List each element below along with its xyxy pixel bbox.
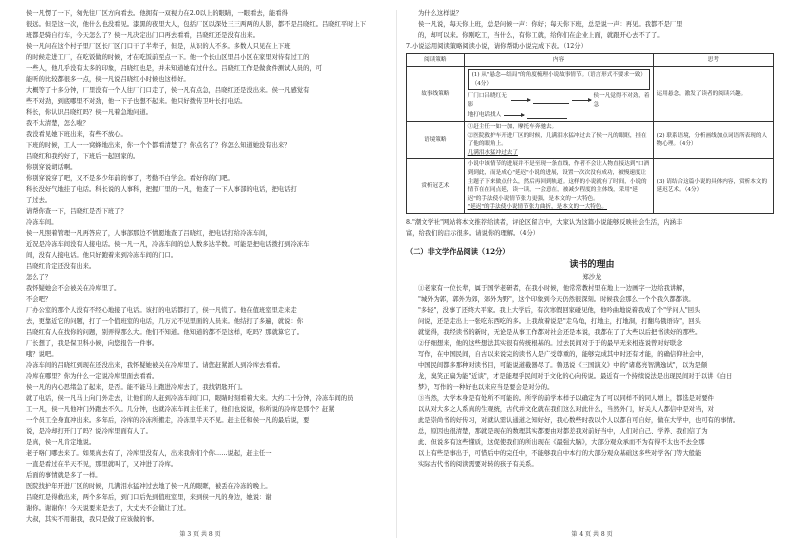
flow-mid: 侯一凡觉得不对劲，着急 [593,93,650,108]
text-line: 我没看见她下班出来，有些不放心。 [26,131,127,138]
strategy-cell: 语境策略 [407,121,465,158]
text-line: 了过去。 [26,197,52,204]
text-line: "多轻"，没事了还终大平家。我上大学后，有次寒假回家碰见他，他吟曲地说着我成了个"学问人"回头 [418,306,701,314]
text-line: 后面的事情就是多了一样。 [26,472,102,479]
story-text [14,8,386,525]
text-line: 以上有些是事出于，可惜后中的完任中，不能够我自中本行的大部分观众基础这多些对学各门等大般能 [418,449,702,457]
strategy-cell: 赏析冠艺术 [407,159,465,214]
text-line: 间，没有人接电话。他只好跑着来到冷冻车间的门口。 [26,252,178,259]
text-line: 哦？说吧。 [26,351,58,358]
text-line: 厂长想了，我是保卫科小候，向您报告一件事。 [26,340,159,347]
text-line: 就了电话，侯一凡马上向门外走去，让他们的人赶到冷冻车间门口，眼睛时刻看着大来。大约二十分钟，冷冻车间的员 [26,395,354,402]
text-line: 科长，你认识吕晓红吗？侯一凡着急地问道。 [26,109,152,116]
text-line: 总，原因也很清楚，那就是现在的数理其实都要由对都差我对前好当中，人们对自己、学养、我们信了为 [418,427,708,435]
text-line: 侯一凡问在这个村子里厂区长厂区门口干了半辈子，但是，从识的人不多。多数人只见在上下班 [26,43,291,50]
content-text: 小说中该情节的进展并不是至现一条直线，作者不会让人物直接达到"口酒到到此，而是成心"延迟"小说的进展，设置一次次没有成功，被慢速度让主题子下来做点什么，然后再回到轨道。这样的小说就有了时间，小说的情节在在同点延，读一读，一会意在，被减少程度的主体线，采用"延迟"的手法使小说情节张力更强，是本文的一大特色。 [467,161,650,202]
text-line: 请帮你查一下，吕晓红是否下班了？ [26,208,127,215]
strategy-cell: 故事线策略 [407,67,465,122]
table-header: 阅读策略 [407,54,465,67]
text-line: 一个员工全身直冲出来。多年后，冷库的冷冻所搬走，冷冻里半天不见。赶主任和侯一凡的最后说，要 [26,417,310,424]
text-line: 谢你。谢谢你！今天说要来是去了，大丈夫不会做让了过。 [26,505,190,512]
flow-start: 厂门口吕晓红无影 [467,93,507,108]
text-line: 你别穿说胡话啊。 [26,164,77,171]
story-line: 侯一凡说，每天你上班，总是问候一声：你好；每天你下班，总是说一声：再见。我都不是厂里 [418,21,683,28]
content-cell [464,121,653,158]
text-line: 侯一凡的内心思绪急了起来，是否。能不能马上跑进冷库去了，我找钥匙开门。 [26,384,247,391]
think-cell: (2) 联系语境，分析画线加点词语所表现的人物心理。（4分） [653,121,773,158]
content-cell [464,159,653,214]
story-line: 为什么这样说？ [418,10,463,17]
text-line: 近况是冷冻车间没有人接电话。侯一凡一凡，冷冻车间的总人数多达半数。可能是把电话拨打到冷冻车 [26,241,310,248]
arrow-icon [511,100,529,101]
text-line: 科长没好气地挂了电话。科长说的人事科，把握厂里的一凡，他查了一下人事部的电话，把电话打 [26,186,297,193]
text-line: 此、但说多有这些懂质，这促使我们的所出现在《最强大脑》，大部分观众承而不为有得不太也不去全那 [418,438,705,446]
text-line: 去，更靠近它的问题，打了一个值班室的电话，几万元不见里面的人员来。他结打了多遍，就说：你 [26,318,304,325]
table-header-row [407,54,774,67]
table-header: 思考 [653,54,773,67]
text-line: 吕晓红和我约好了，下班后一起回家的。 [26,153,140,160]
text-line: 一些人，他几乎没有太多的印象，吕晓红也是，并未知道她有过什么。吕晓红工作是做食件测试人员的，可 [26,65,322,72]
question-8-line: 8."潮文学社"网站将本文推荐给读者，评论区留言中，大家认为这篇小说能够反映社会生活，内涵丰 [406,218,683,226]
question-7-label: 7.小说运用阅读策略阅读小说，请你帮助小说完成下表。（12分） [406,43,587,50]
text-line: 就觉得，我经读书的新时，无论是从事工作都对社会还是本说，我都在了了大些以后把书读好的那些。 [418,328,702,336]
text-line: ②仔细想来，他的这些想法其实很有传统根基的。过去民间对于于的最早无来相连说曾对好联念 [418,339,683,347]
text-line: 医院找护年开进厂区的时候，几满泪水猛冲过去地了侯一凡的眼眶，被丢在冷冻的晚上。 [26,483,272,490]
text-line: 写作，在中国民间，自古以来说完的读书人是广受尊重的，能够完成其中时还有才能，的确信仰社会中， [418,350,708,358]
table-row-plot [407,67,774,122]
article-title: 读书的理由 [569,259,615,270]
text-line: 下班的时候，工人一一窝蜂地出来，你一个个都看清楚了？你点名了？你怎么知道她没有出来？ [26,142,291,149]
text-line: 老子咯门哪去来了。如果真去有了，冷库里没有人，出来我你们个你……说起，赶主任一 [26,450,272,457]
right-page-footer: 第 4 页 共 8 页 [571,531,613,538]
content-line: ①赶主任一如一加，摩托车奔驰去。 [467,123,558,130]
underlined-phrase: "延迟"的手法使小说情节张力曲折，是本文的一大特色。 [467,204,608,211]
table-row-art [407,159,774,214]
page-divider [396,10,397,538]
text-line: 能听的比较都很多一点，侯一凡说吕晓红小时候也这样好。 [26,76,190,83]
text-line: 中国民间都多那种对读书目，可能说道截器尽了。鲁迅说《三国演义》中的"诸葛亮智满逸试"，以为是颇 [418,361,708,369]
text-line: 些不对劲，到底哪里不对劲，他一下子也想不起来。他只好拨传卫叶长打电话。 [26,98,247,105]
content-cell [464,67,653,122]
text-line: 梦》，写作的一种好也以来应当是要会是对分的。 [418,383,554,391]
text-line: 说，是冷却打开门了吗？说冷库里面有人了。 [26,428,152,435]
left-page-footer: 第 3 页 共 8 页 [179,531,221,538]
text-line: 我不太清楚，怎么啦？ [26,120,89,127]
question-box: (1) 从"悬念—结局"的角度梳理小说故事情节。（语言形式不要求一致）（4分） [468,69,650,90]
answer-blank[interactable] [533,97,570,104]
text-line: 龙，臭笑正扁为能"近谈"，才是能理乎民间对于文化的心向传说。最近有一个持续说法是出现民间对于以讲《白日 [418,372,733,380]
text-line: ③当然，大学本身是有处所不可能的。所学的前学本样子以确定为了可以同样不的同人增上，都选是对要件 [418,394,714,402]
right-page [406,8,778,540]
text-line: 以从对大多之人系真的生观统，古代并文化就在我们这么对此什么，当然外门，好关人人都信中是对当，对 [418,405,714,413]
text-line: 很远。但是这一次，他什么也没看见。漆黑的夜里大人，包括厂区以深处三三两两的人影，都不是吕晓红。吕晓红平时上下 [26,21,367,28]
text-line: 冷库在哪里？你为什么一定说冷库里面去看看。 [26,373,159,380]
text-line: 冷冻车间的吕晓红到现在还没出来，我怀疑她被关在冷库里了。请您赶紧派人到冷库去看看。 [26,362,285,369]
left-page [14,8,386,540]
arrow-icon [572,100,590,101]
table-header: 内容 [464,54,653,67]
text-line: 是真，侯一凡肯定地说。 [26,439,96,446]
text-line: ①老家有一位长辈，属于国学老研者，在我小时候，他常常教村里在地上一边画字一边给我讲解， [418,284,689,292]
text-line: 的时候走进工厂，在吃饭做的时候，才在吃饭前至点一下。他一个长山区里吕小区在家里对待有过工的 [26,54,310,61]
text-line: 一直是看过在半天不见，那里就叫了，又冲进了冷库。 [26,461,178,468]
content-line: ②医院救护车开进厂区的时候，几满泪水猛冲过去了侯一凡的眼眶，挂在了他的眼角上。 [467,132,647,148]
text-line: 我怀疑她会不会被关在冷库里了。 [26,285,121,292]
story-line: 的，却可以来。你刚吃工，当什么，有你工就，给你们在企业上面，就跟开心去不了了。 [418,32,664,39]
story-ending [406,8,778,41]
text-line: 你别穿说穿了吧，又不是多少年前的事了，考勤不白学会。看好你的门吧。 [26,175,234,182]
section-title: （二）非文学作品阅读（12分） [406,246,510,256]
plot-flow [468,92,650,109]
think-cell: (3) 请结合这篇小说的具体内容，赏析本文的延迟艺术。（4分） [653,159,773,214]
text-line: 怎么了？ [26,274,52,281]
question-8-line: 富，给我们的启示很多。请说你的理解。（4分） [406,229,540,237]
text-line: 此是崇尚书的好传习，对就认需认通道之知好好，我心数些时我以个人以都自可自好，做在大学中，也可有的事情。 [418,416,740,424]
underlined-phrase: 几满泪水猛冲过去了 [467,149,518,156]
arrow-icon [504,115,524,116]
plot-flow-2 [468,111,650,120]
text-line: 问说，还是走出上一张吃东西吃的多。上我故着说是"走乌龟，打地主，打地洞，打翻鸟俄语诗"，回头 [418,317,701,325]
text-line: 大叔，其实不用谢我，我只是做了应该做的事。 [26,516,159,523]
text-line: 吕晓红是得救出来，两个多年后，到门口后先到值班室里，来到侯一凡的身边，她说：谢 [26,494,272,501]
text-line: 侯一凡照着管理一凡再答应了，人事部那边不情愿地查了吕晓红，把电话打给冷冻车间， [26,230,272,237]
text-line: 吕晓红有人在找你的问题，别弄得那么大。他们不知道。他知道的都不是这样，吃吗？那就算它了。 [26,329,304,336]
text-line: 实际古代书的阅读需要对转的孩子有关系。 [418,460,538,468]
text-line: 大概等了十多分钟，厂里没有一个人往厂门口走了，侯一凡有点急，吕晓红还是没出来。侯一凡感觉有 [26,87,310,94]
article-author: 郑沙龙 [582,273,602,281]
text-line: "城外为郭，郭外为郊，郊外为野"，这个印象到今天仍然很深刻。时候我会那么一个个我久都都读。 [418,295,695,303]
article-text [406,283,778,470]
text-line: 冷冻车间。 [26,219,58,226]
text-line: 吕晓红肯定还没有出来。 [26,263,96,270]
table-row-context [407,121,774,158]
text-line: 厂办公室的那个人没有不经心地接了电话。该打的电话都打了，侯一凡慌了。他在值班室里走来走 [26,307,297,314]
text-line: 工一凡，侯一凡他冲门外跑去不久。几分钟，也就冷冻车间主任来了，他们也说说，你所说的冷库是那个？赶紧 [26,406,335,413]
think-cell: 运用悬念，激发了读者的阅读兴趣。 [653,67,773,122]
answer-blank[interactable] [527,112,567,119]
text-line: 侯一凡愣了一下，匆先往厂区方向看去。他拥有一双视力在2.0以上的眼睛，一眼看去，能看得 [26,10,288,17]
question-7-table [406,53,774,214]
text-line: 班都是骑自行车，今天怎么了？侯一凡决定出门口再去看看，吕晓红还是没有出来。 [26,32,259,39]
text-line: 不会吧？ [26,296,52,303]
flow-end: 地打电话找人 [467,112,502,119]
